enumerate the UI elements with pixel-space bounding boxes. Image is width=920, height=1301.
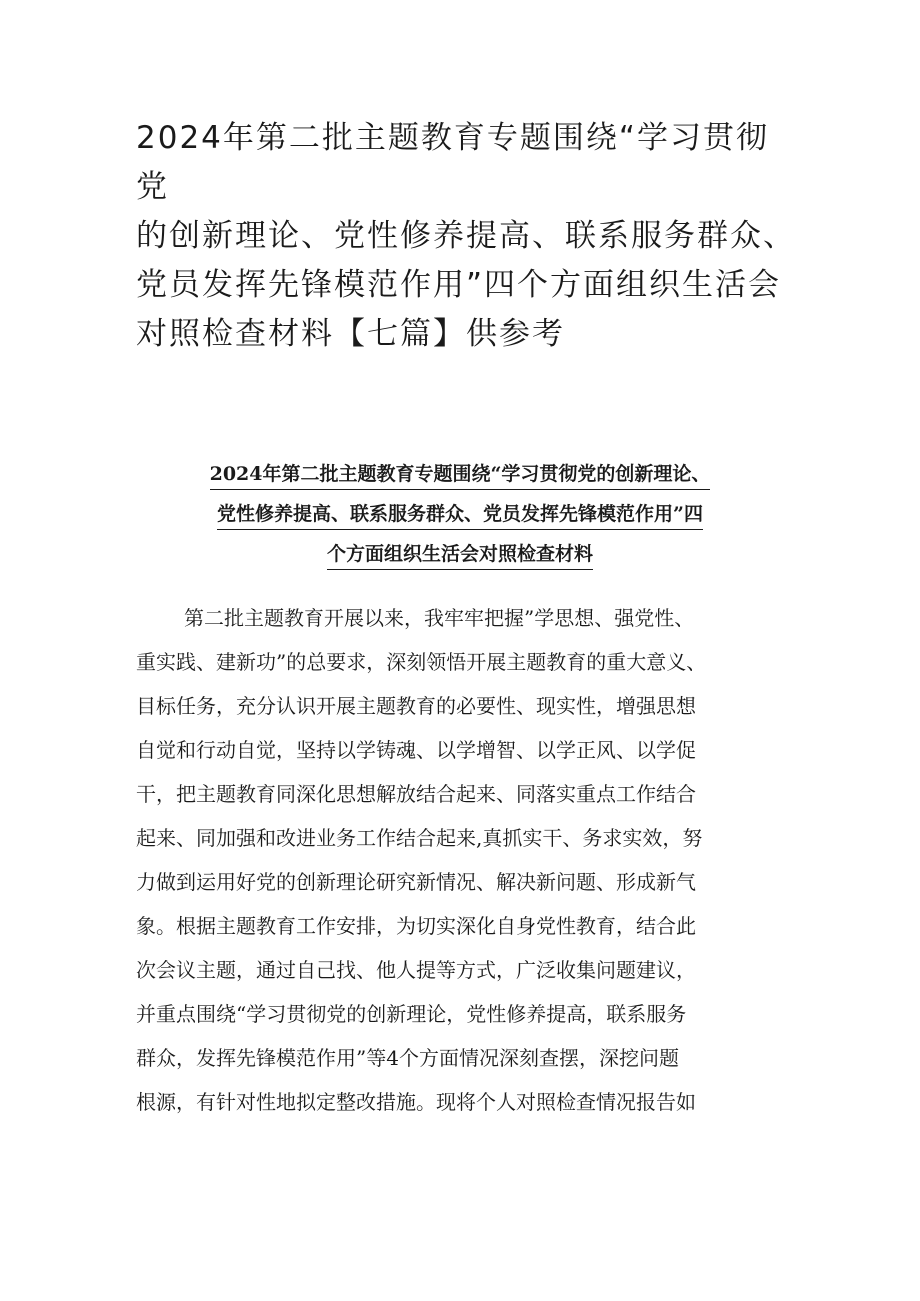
document-heading-line: 党性修养提高、联系服务群众、党员发挥先锋模范作用”四 — [217, 499, 703, 530]
document-heading-line: 2024年第二批主题教育专题围绕“学习贯彻党的创新理论、 — [210, 459, 711, 490]
body-line: 并重点围绕“学习贯彻党的创新理论，党性修养提高，联系服务 — [136, 1002, 687, 1026]
body-line: 力做到运用好党的创新理论研究新情况、解决新问题、形成新气 — [136, 870, 696, 894]
cover-title-line: 党员发挥先锋模范作用”四个方面组织生活会 — [136, 267, 782, 303]
body-line: 第二批主题教育开展以来，我牢牢把握”学思想、强党性、 — [184, 606, 695, 630]
body-line: 根源，有针对性地拟定整改措施。现将个人对照检查情况报告如 — [136, 1090, 696, 1114]
cover-title-line: 对照检查材料【七篇】供参考 — [136, 316, 565, 352]
body-line: 重实践、建新功”的总要求，深刻领悟开展主题教育的重大意义、 — [136, 650, 707, 674]
body-line: 次会议主题，通过自己找、他人提等方式，广泛收集问题建议， — [136, 958, 696, 982]
document-heading-line: 个方面组织生活会对照检查材料 — [327, 539, 593, 570]
body-paragraph — [136, 596, 798, 1124]
body-line: 干，把主题教育同深化思想解放结合起来、同落实重点工作结合 — [136, 782, 696, 806]
cover-title-line: 的创新理论、党性修养提高、联系服务群众、 — [136, 218, 796, 254]
cover-title — [136, 114, 796, 359]
body-line: 自觉和行动自觉，坚持以学铸魂、以学增智、以学正风、以学促 — [136, 738, 696, 762]
cover-title-line: 2024年第二批主题教育专题围绕“学习贯彻党 — [136, 120, 769, 205]
body-line: 群众，发挥先锋模范作用”等4个方面情况深刻查摆，深挖问题 — [136, 1046, 679, 1070]
body-line: 目标任务，充分认识开展主题教育的必要性、现实性，增强思想 — [136, 694, 696, 718]
body-line: 象。根据主题教育工作安排，为切实深化自身党性教育，结合此 — [136, 914, 696, 938]
document-heading — [120, 454, 800, 574]
body-line: 起来、同加强和改进业务工作结合起来,真抓实干、务求实效，努 — [136, 826, 703, 850]
